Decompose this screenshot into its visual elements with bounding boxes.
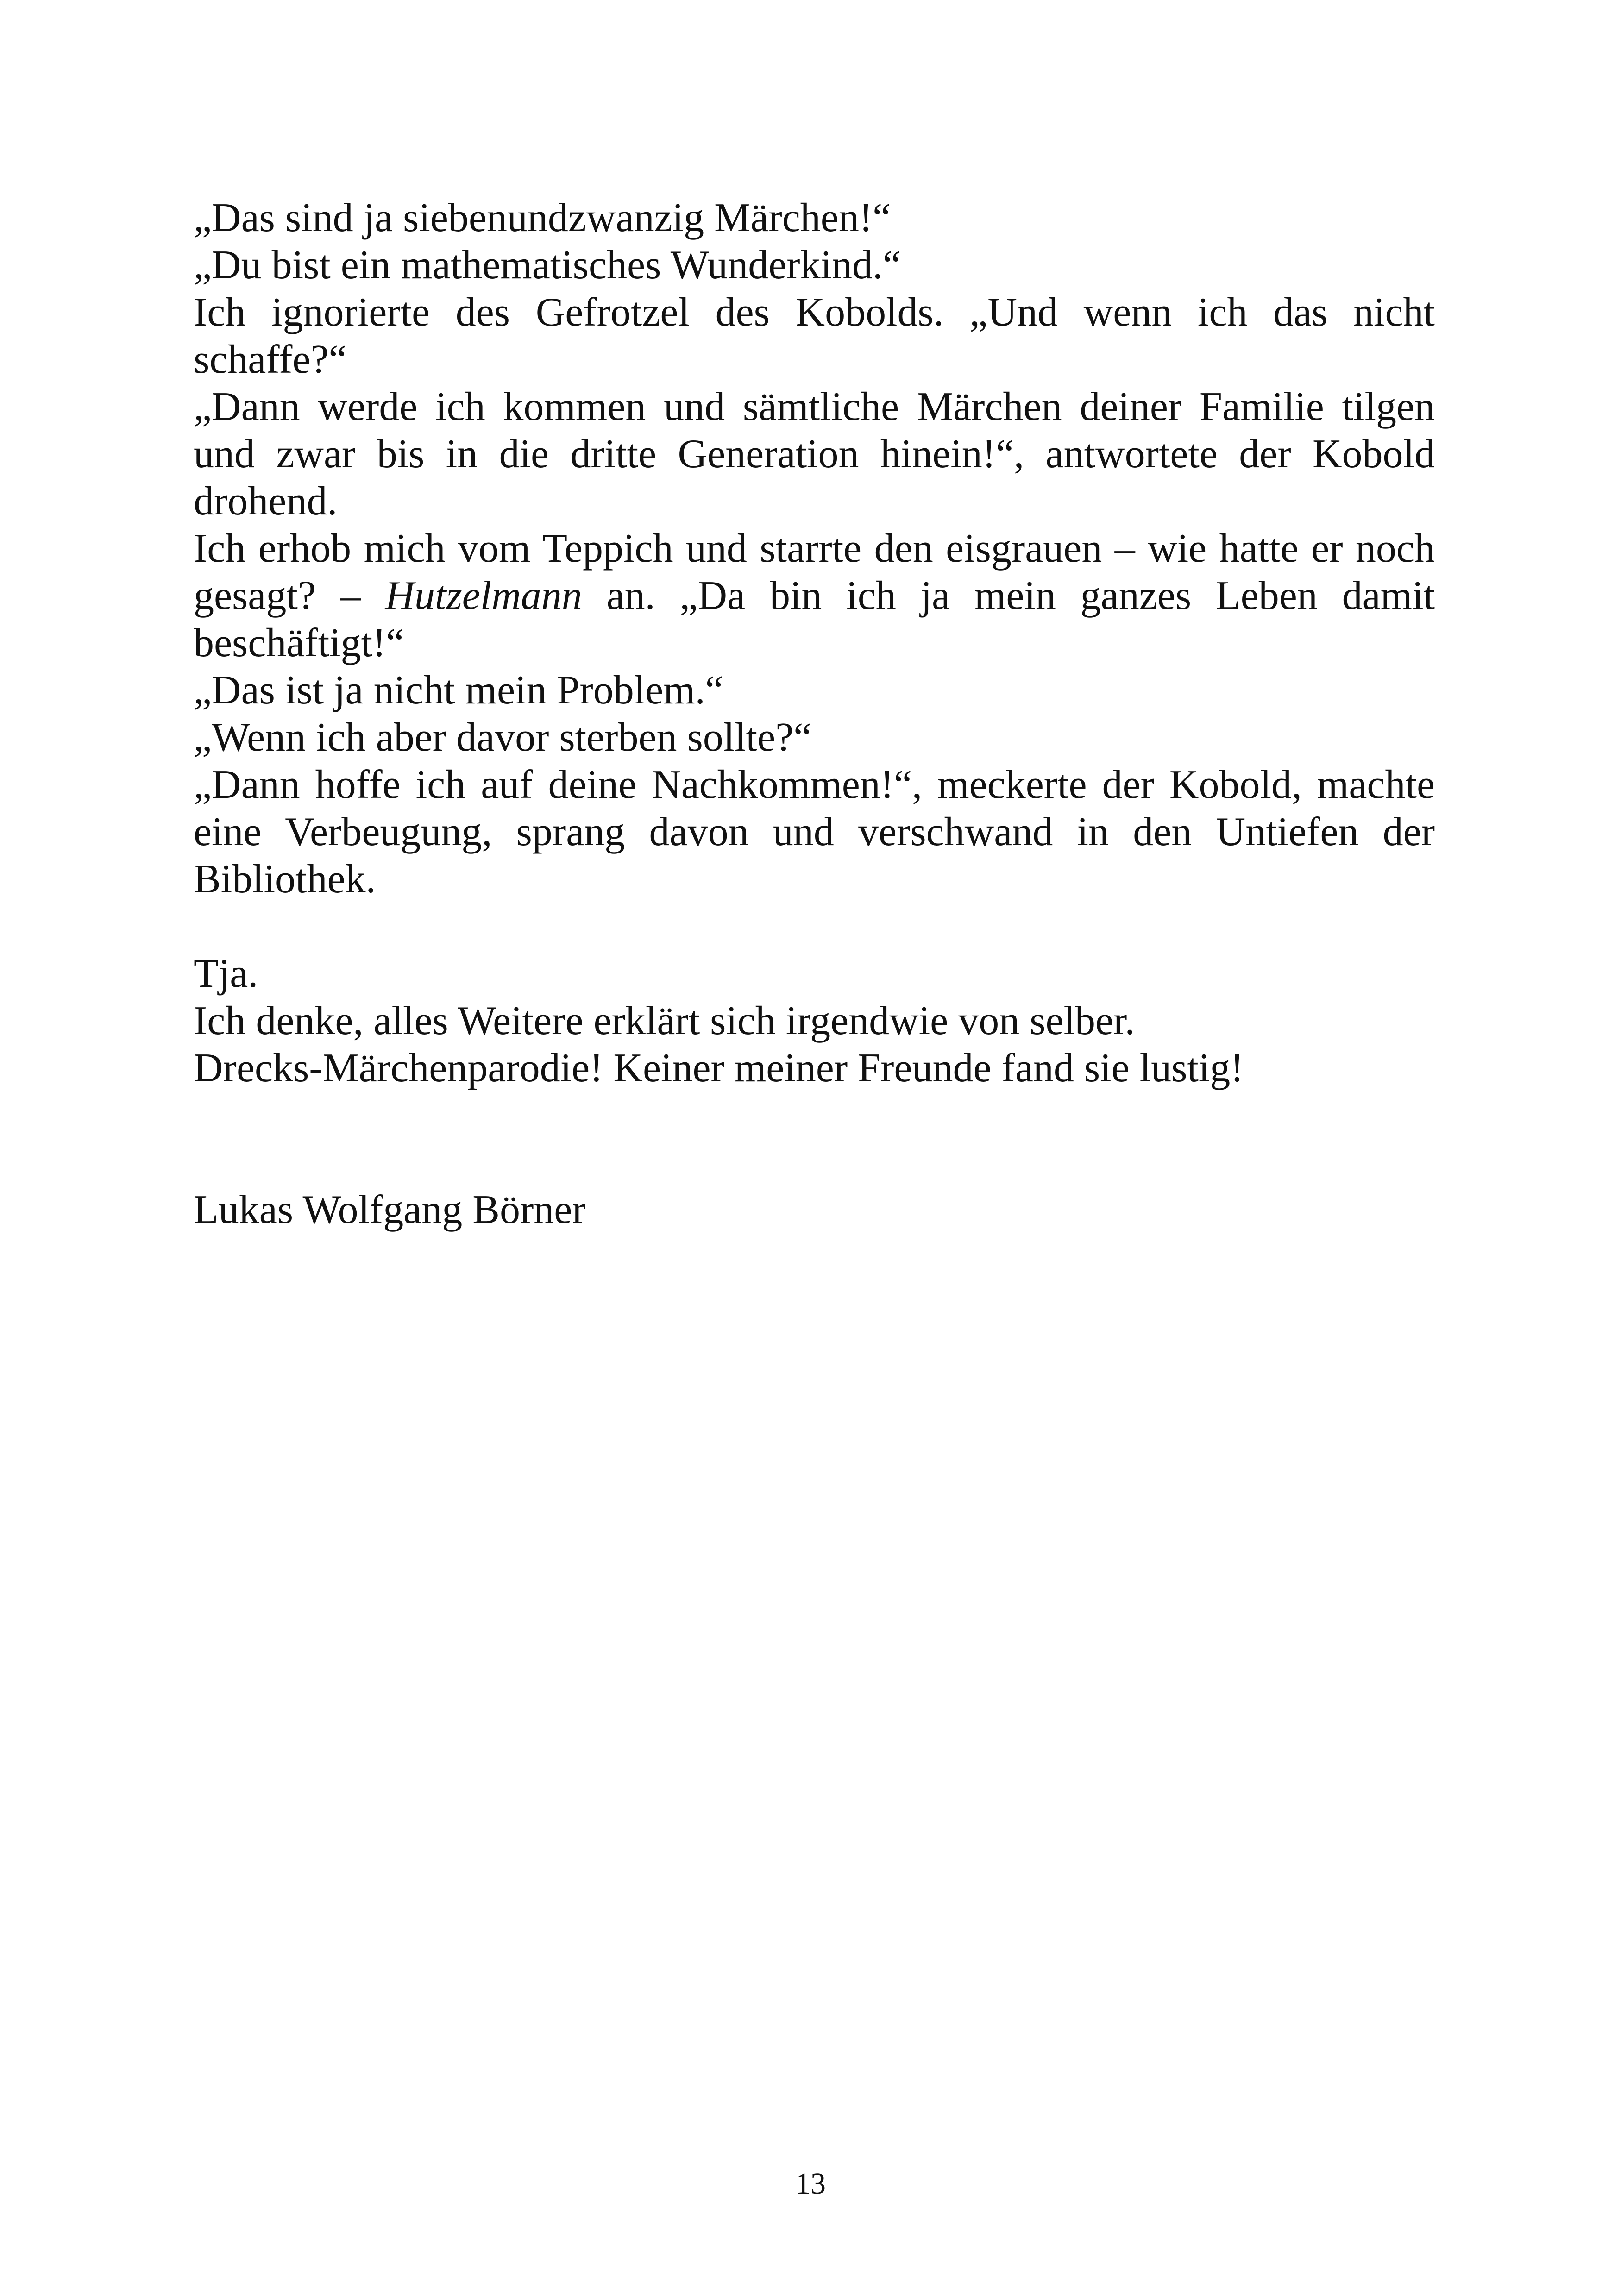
page-number: 13 bbox=[795, 2167, 826, 2201]
paragraph: „Dann werde ich kommen und sämtliche Märchen deiner Familie tilgen und zwar bis in die dritte Generation hinein!“, antwortete der Kobold drohend. bbox=[194, 384, 1435, 524]
paragraph: Ich denke, alles Weitere erklärt sich irgendwie von selber. bbox=[194, 998, 1135, 1043]
text-run: an. „Da bin ich ja mein ganzes Leben damit beschäftigt!“ bbox=[194, 573, 1435, 665]
dialogue-line: „Das ist ja nicht mein Problem.“ bbox=[194, 668, 723, 713]
paragraph: Tja. bbox=[194, 951, 258, 996]
dialogue-line: „Das sind ja siebenundzwanzig Märchen!“ bbox=[194, 195, 891, 240]
paragraph bbox=[194, 525, 1435, 667]
paragraph: Drecks-Märchenparodie! Keiner meiner Freunde fand sie lustig! bbox=[194, 1046, 1244, 1091]
paragraph: Ich ignorierte des Gefrotzel des Kobolds. „Und wenn ich das nicht schaffe?“ bbox=[194, 290, 1435, 382]
text-run: Ich erhob mich vom Teppich und starrte den eisgrauen – wie hatte er noch gesagt? – bbox=[194, 526, 1435, 618]
dialogue-line: „Du bist ein mathematisches Wunderkind.“ bbox=[194, 243, 901, 288]
italic-word: Hutzelmann bbox=[385, 573, 582, 618]
paragraph-gap bbox=[194, 903, 1435, 950]
paragraph-gap bbox=[194, 1092, 1435, 1186]
body-text bbox=[194, 194, 1435, 1234]
paragraph: „Dann hoffe ich auf deine Nachkommen!“, meckerte der Kobold, machte eine Verbeugung, sprang davon und verschwand in den Untiefen der Bibliothek. bbox=[194, 762, 1435, 902]
author-signature: Lukas Wolfgang Börner bbox=[194, 1187, 586, 1232]
dialogue-line: „Wenn ich aber davor sterben sollte?“ bbox=[194, 715, 812, 760]
